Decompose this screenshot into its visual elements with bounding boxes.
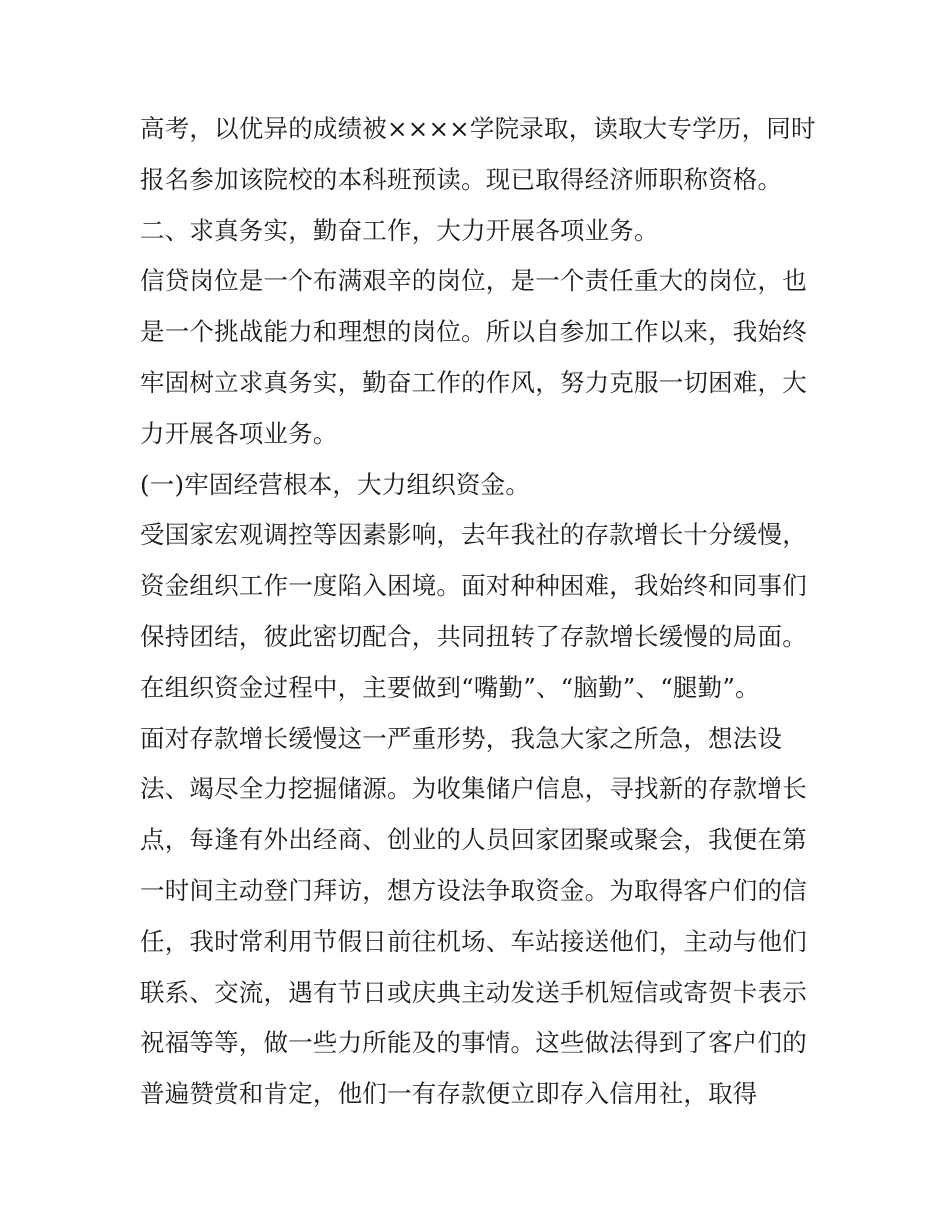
subsection-heading: (一)牢固经营根本，大力组织资金。 [140, 469, 531, 499]
text-line: 任，我时常利用节假日前往机场、车站接送他们，主动与他们 [140, 926, 807, 956]
text-line: 普遍赞赏和肯定，他们一有存款便立即存入信用社，取得 [140, 1079, 758, 1109]
document-body [140, 104, 830, 1120]
text-line: 联系、交流，遇有节日或庆典主动发送手机短信或寄贺卡表示 [140, 977, 807, 1007]
text-line: 是一个挑战能力和理想的岗位。所以自参加工作以来，我始终 [140, 317, 807, 347]
text-line: 力开展各项业务。 [140, 418, 338, 448]
text-line: 一时间主动登门拜访，想方设法争取资金。为取得客户们的信 [140, 875, 807, 905]
section-heading: 二、求真务实，勤奋工作，大力开展各项业务。 [140, 215, 659, 245]
text-line: 信贷岗位是一个布满艰辛的岗位，是一个责任重大的岗位，也 [140, 266, 807, 296]
text-line: 保持团结，彼此密切配合，共同扭转了存款增长缓慢的局面。 [140, 621, 807, 651]
text-line: 报名参加该院校的本科班预读。现已取得经济师职称资格。 [140, 164, 783, 194]
text-line: 受国家宏观调控等因素影响，去年我社的存款增长十分缓慢， [140, 520, 807, 550]
text-line: 祝福等等，做一些力所能及的事情。这些做法得到了客户们的 [140, 1028, 807, 1058]
text-line: 牢固树立求真务实，勤奋工作的作风，努力克服一切困难，大 [140, 367, 807, 397]
text-line: 资金组织工作一度陷入困境。面对种种困难，我始终和同事们 [140, 571, 807, 601]
text-line: 高考，以优异的成绩被××××学院录取，读取大专学历，同时 [140, 114, 816, 143]
text-line: 法、竭尽全力挖掘储源。为收集储户信息，寻找新的存款增长 [140, 774, 807, 804]
text-line: 面对存款增长缓慢这一严重形势，我急大家之所急，想法设 [140, 723, 783, 753]
text-line: 在组织资金过程中，主要做到“嘴勤”、“脑勤”、“腿勤”。 [140, 672, 760, 702]
text-line: 点，每逢有外出经商、创业的人员回家团聚或聚会，我便在第 [140, 825, 807, 855]
